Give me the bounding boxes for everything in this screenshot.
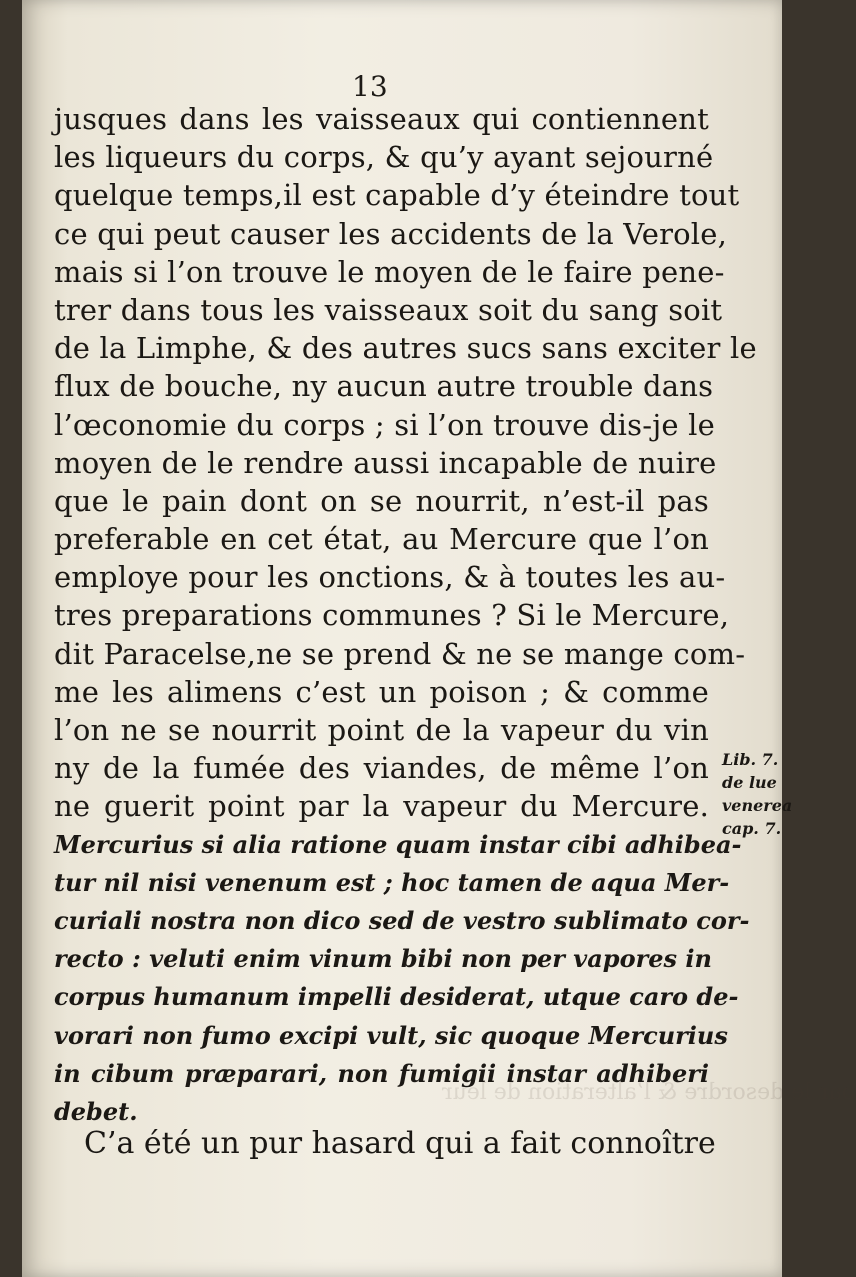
text-line: ne guerit point par la vapeur du Mercure.: [54, 789, 709, 824]
latin-quote-line: in cibum præparari, non fumigii instar adhiberi: [54, 1058, 709, 1088]
text-line: employe pour les onctions, & à toutes les au-: [54, 560, 726, 595]
text-line: tres preparations communes ? Si le Mercure,: [54, 598, 730, 633]
text-line: l’œconomie du corps ; si l’on trouve dis-je le: [54, 407, 716, 442]
latin-quote-line: corpus humanum impelli desiderat, utque caro de-: [54, 982, 739, 1012]
text-line: preferable en cet état, au Mercure que l’on: [54, 522, 709, 557]
book-page: [22, 0, 856, 1277]
text-line: mais si l’on trouve le moyen de le faire pene-: [54, 254, 725, 289]
text-line: dit Paracelse,ne se prend & ne se mange com-: [54, 636, 746, 671]
margin-note-line: venerea: [722, 796, 793, 815]
latin-quote-line: vorari non fumo excipi vult, sic quoque Mercurius: [54, 1020, 728, 1050]
text-line: flux de bouche, ny aucun autre trouble dans: [54, 369, 714, 404]
bleed-through-text: par le desordre & l’alteration de leur: [442, 1080, 856, 1105]
margin-note: [722, 748, 793, 840]
paragraph-start-line: C’a été un pur hasard qui a fait connoître: [84, 1126, 716, 1161]
text-line: de la Limphe, & des autres sucs sans exciter le: [54, 331, 757, 366]
text-line: ny de la fumée des viandes, de même l’on: [54, 751, 709, 786]
text-line: les liqueurs du corps, & qu’y ayant sejourné: [54, 140, 714, 175]
text-line: jusques dans les vaisseaux qui contiennent: [54, 102, 709, 136]
latin-quote-line: curiali nostra non dico sed de vestro sublimato cor-: [54, 905, 750, 935]
latin-quote-line: debet.: [54, 1096, 138, 1126]
text-line: quelque temps,il est capable d’y éteindre tout: [54, 178, 740, 213]
text-line: l’on ne se nourrit point de la vapeur du vin: [54, 713, 709, 747]
margin-note-line: Lib. 7.: [722, 750, 779, 769]
text-line: que le pain dont on se nourrit, n’est-il pas: [54, 483, 709, 518]
text-line: ce qui peut causer les accidents de la Verole,: [54, 216, 728, 251]
text-line: moyen de le rendre aussi incapable de nuire: [54, 445, 717, 480]
margin-note-line: cap. 7.: [722, 819, 782, 838]
latin-quote-line: recto : veluti enim vinum bibi non per vapores in: [54, 944, 712, 974]
latin-quote-line: Mercurius si alia ratione quam instar cibi adhibea-: [54, 829, 742, 859]
margin-note-line: de lue: [722, 773, 777, 792]
page-number: 13: [352, 70, 388, 103]
text-line: me les alimens c’est un poison ; & comme: [54, 674, 709, 709]
text-line: trer dans tous les vaisseaux soit du sang soit: [54, 292, 723, 327]
latin-quote-line: tur nil nisi venenum est ; hoc tamen de aqua Mer-: [54, 867, 730, 897]
